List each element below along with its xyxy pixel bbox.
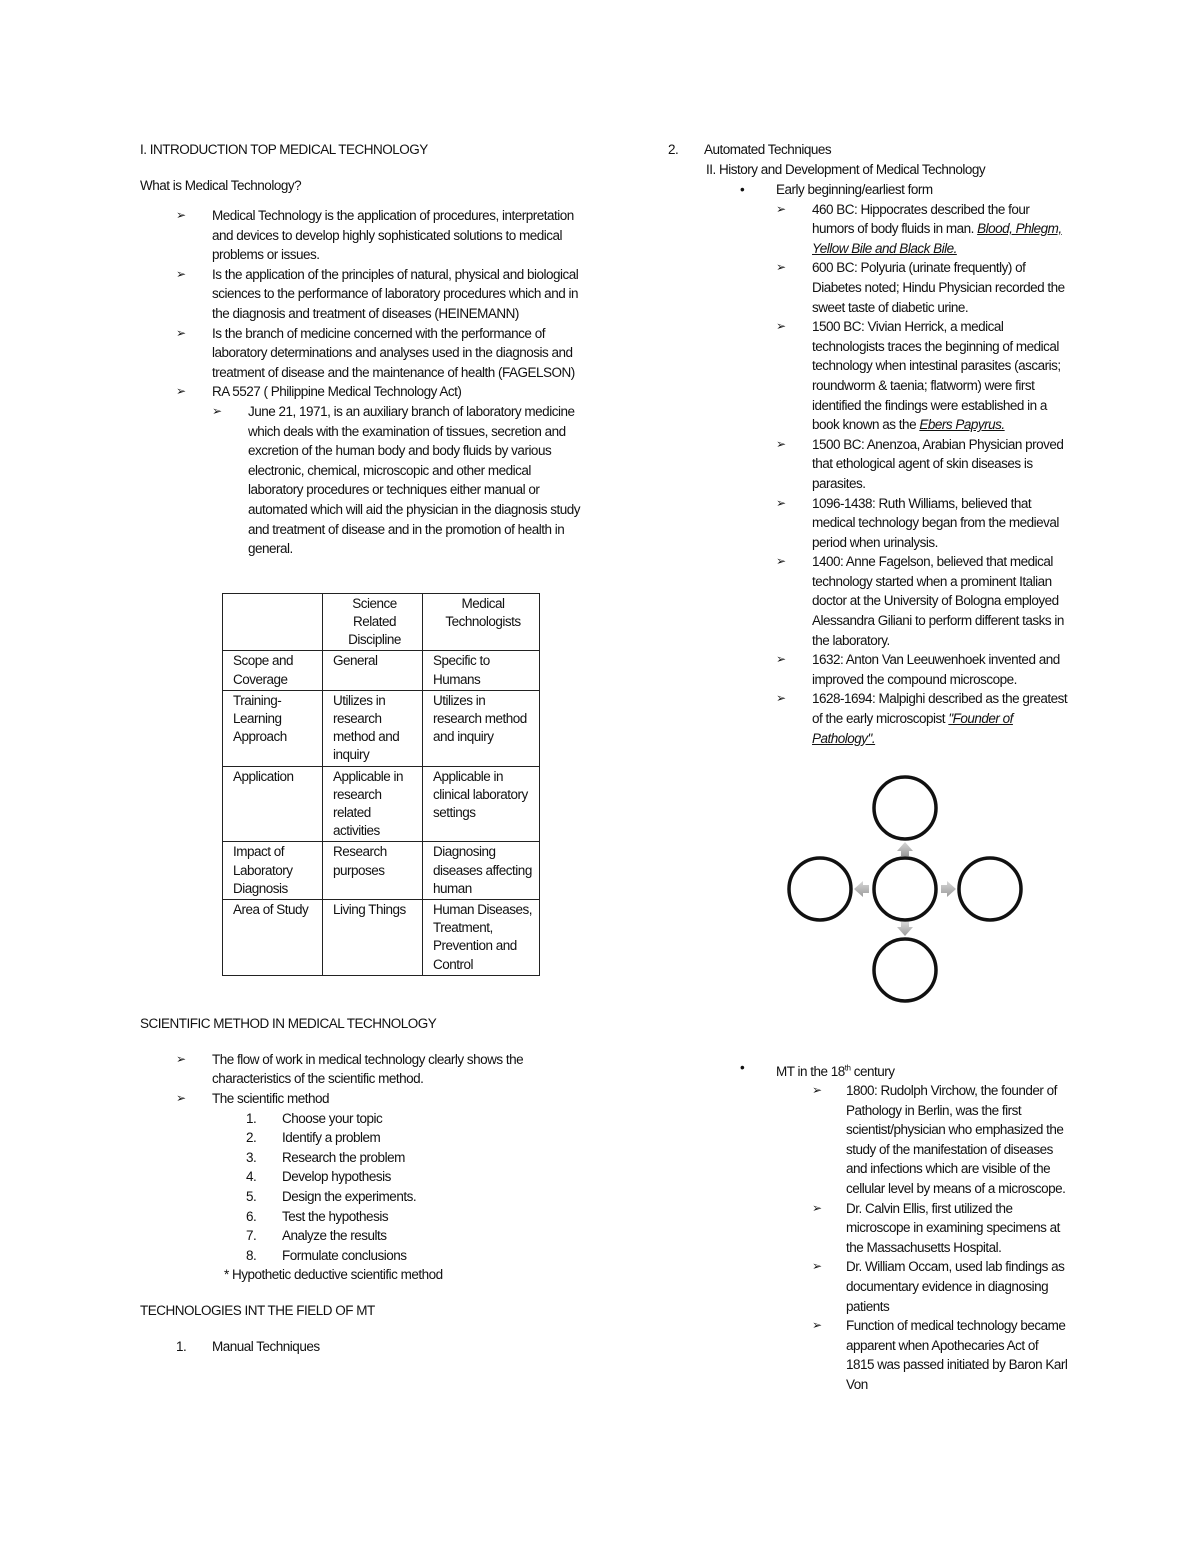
definition-item: ➢ Medical Technology is the application of procedures, interpretation and devices to develop highly sophisticated solutions to medical problems or issues. — [140, 206, 580, 265]
tech-heading: TECHNOLOGIES INT THE FIELD OF MT — [140, 1303, 375, 1319]
table-cell: Area of Study — [223, 899, 323, 975]
step-number: 6. — [246, 1208, 257, 1224]
century-event — [776, 1081, 1068, 1199]
century-list — [668, 1058, 1068, 1395]
history-event — [776, 689, 1068, 748]
sci-item-label: The scientific method — [212, 1090, 330, 1106]
step-number: 3. — [246, 1149, 257, 1165]
step-text: Analyze the results — [282, 1228, 387, 1244]
history-event: ➢ 1500 BC: Anenzoa, Arabian Physician proved that ethological agent of skin diseases is parasites. — [776, 435, 1068, 494]
step-item — [140, 1207, 580, 1227]
intro-heading: I. INTRODUCTION TOP MEDICAL TECHNOLOGY — [140, 142, 428, 157]
step-text: Formulate conclusions — [282, 1247, 407, 1263]
history-event — [776, 317, 1068, 435]
step-item — [140, 1148, 580, 1168]
tech-auto-number: 2. — [668, 142, 679, 157]
history-event: ➢ 1400: Anne Fagelson, believed that medical technology started when a prominent Italian doctor at the University of Bologna employed Alessandra Giliani to perform different tasks in the laboratory. — [776, 552, 1068, 650]
step-item — [140, 1226, 580, 1246]
century-heading-sup: th — [844, 1063, 851, 1072]
table-cell: Living Things — [323, 899, 423, 975]
step-text: Design the experiments. — [282, 1188, 417, 1204]
table-cell: Medical Technologists — [423, 593, 540, 651]
event-emphasis: Ebers Papyrus. — [919, 417, 1005, 433]
table-cell: Research purposes — [323, 842, 423, 900]
ra-title: RA 5527 ( Philippine Medical Technology Act) — [212, 384, 462, 400]
century-event-text: Dr. Calvin Ellis, first utilized the microscope in examining specimens at the Massachusetts Hospital. — [846, 1200, 1060, 1255]
left-circle — [789, 858, 851, 920]
history-event: ➢ 1096-1438: Ruth Williams, believed that medical technology began from the medieval period when urinalysis. — [776, 494, 1068, 553]
early-label: Early beginning/earliest form — [776, 182, 933, 197]
event-text: 1500 BC: Vivian Herrick, a medical technologists traces the beginning of medical technology when intestinal parasites (ascaris; roundworm & taenia; flatworm) were first identified the findings were established in a book known as the — [812, 319, 1061, 433]
event-emphasis: "Founder of Pathology". — [812, 711, 1013, 746]
event-text: 460 BC: Hippocrates described the four humors of body fluids in man. — [812, 201, 1030, 237]
center-circle — [874, 858, 936, 920]
table-cell: General — [323, 651, 423, 690]
table-cell: Diagnosing diseases affecting human — [423, 842, 540, 900]
definition-item — [140, 382, 580, 558]
table-cell: Specific to Humans — [423, 651, 540, 690]
century-event-text: Dr. William Occam, used lab findings as documentary evidence in diagnosing patients — [846, 1259, 1065, 1314]
table-row — [223, 842, 540, 900]
table-cell — [223, 593, 323, 651]
step-item — [140, 1187, 580, 1207]
sci-item: ➢ The flow of work in medical technology clearly shows the characteristics of the scientific method. — [140, 1050, 580, 1089]
arrow-up-icon — [897, 842, 913, 856]
table-cell: Training-Learning Approach — [223, 690, 323, 766]
step-item — [140, 1109, 580, 1129]
cycle-diagram — [780, 772, 1030, 1004]
definition-item: ➢ Is the branch of medicine concerned with the performance of laboratory determinations and analyses used in the diagnosis and treatment of disease and the maintenance of health (FAGELSON) — [140, 324, 580, 383]
table-cell: Utilizes in research method and inquiry — [323, 690, 423, 766]
history-event — [776, 200, 1068, 259]
century-sublist — [776, 1081, 1068, 1395]
table-cell: Applicable in research related activities — [323, 766, 423, 842]
ra-detail: ➢ June 21, 1971, is an auxiliary branch of laboratory medicine which deals with the examination of tissues, secretion and excretion of the human body and body fluids by various electronic, chemical, microscopic and other medical laboratory procedures or techniques either manual or automated which will aid the physician in the diagnosis study and treatment of disease and in the promotion of health in general. — [212, 402, 580, 559]
century-event — [776, 1316, 1068, 1394]
table-cell: Impact of Laboratory Diagnosis — [223, 842, 323, 900]
history-item — [668, 180, 1068, 748]
early-sublist — [776, 200, 1068, 749]
century-heading-suffix: century — [850, 1063, 895, 1079]
tech-manual-number: 1. — [176, 1339, 187, 1355]
century-event — [776, 1257, 1068, 1316]
table-cell: Scope and Coverage — [223, 651, 323, 690]
tech-manual — [140, 1337, 580, 1357]
bottom-circle — [874, 939, 936, 1001]
step-item — [140, 1167, 580, 1187]
sci-heading: SCIENTIFIC METHOD IN MEDICAL TECHNOLOGY — [140, 1015, 437, 1031]
top-circle — [874, 777, 936, 839]
step-item — [140, 1128, 580, 1148]
definition-item: ➢ Is the application of the principles of natural, physical and biological sciences to the performance of laboratory procedures which and in the diagnosis and treatment of diseases (HEINEMANN) — [140, 265, 580, 324]
sci-note: * Hypothetic deductive scientific method — [224, 1267, 443, 1283]
century-item — [668, 1058, 1068, 1395]
table-row — [223, 899, 540, 975]
table-row — [223, 690, 540, 766]
history-event: ➢ 1632: Anton Van Leeuwenhoek invented and improved the compound microscope. — [776, 650, 1068, 689]
century-event — [776, 1199, 1068, 1258]
left-column — [140, 140, 580, 1357]
century-event-text: 1800: Rudolph Virchow, the founder of Pathology in Berlin, was the first scientist/physician who emphasized the study of the manifestation of diseases and infections which are visible of the cellular level by means of a microscope. — [846, 1083, 1066, 1197]
table-cell: Utilizes in research method and inquiry — [423, 690, 540, 766]
history-event: ➢ 600 BC: Polyuria (urinate frequently) of Diabetes noted; Hindu Physician recorded the sweet taste of diabetic urine. — [776, 258, 1068, 317]
arrow-right-icon — [941, 881, 956, 897]
step-text: Test the hypothesis — [282, 1208, 389, 1224]
step-number: 5. — [246, 1188, 257, 1204]
event-emphasis: Blood, Phlegm, Yellow Bile and Black Bile. — [812, 221, 1062, 256]
steps-list — [140, 1109, 580, 1266]
sci-item — [140, 1089, 580, 1109]
century-heading-text: MT in the 18 — [776, 1063, 845, 1079]
arrow-left-icon — [854, 881, 869, 897]
step-number: 4. — [246, 1169, 257, 1185]
step-text: Develop hypothesis — [282, 1169, 391, 1185]
right-column — [668, 140, 1068, 748]
history-heading: II. History and Development of Medical Technology — [706, 162, 986, 177]
step-number: 1. — [246, 1110, 257, 1126]
definition-list — [140, 206, 580, 559]
step-text: Research the problem — [282, 1149, 405, 1165]
table-row — [223, 651, 540, 690]
arrow-down-icon — [897, 922, 913, 936]
intro-question: What is Medical Technology? — [140, 178, 302, 193]
table-header-row — [223, 593, 540, 651]
step-number: 8. — [246, 1247, 257, 1263]
right-circle — [959, 858, 1021, 920]
step-text: Choose your topic — [282, 1110, 383, 1126]
table-cell: Applicable in clinical laboratory settings — [423, 766, 540, 842]
sci-list — [140, 1050, 580, 1109]
tech-auto — [668, 140, 1068, 160]
right-column-lower — [668, 1058, 1068, 1395]
event-text: 1628-1694: Malpighi described as the greatest of the early microscopist — [812, 691, 1068, 727]
table-cell: Science Related Discipline — [323, 593, 423, 651]
ra-sublist — [212, 402, 580, 559]
century-heading — [776, 1064, 895, 1079]
table-cell: Application — [223, 766, 323, 842]
table-row — [223, 766, 540, 842]
step-number: 2. — [246, 1130, 257, 1146]
step-number: 7. — [246, 1228, 257, 1244]
step-text: Identify a problem — [282, 1130, 381, 1146]
century-event-text: Function of medical technology became apparent when Apothecaries Act of 1815 was passed initiated by Baron Karl Von — [846, 1318, 1068, 1392]
step-item — [140, 1246, 580, 1266]
tech-manual-label: Manual Techniques — [212, 1339, 320, 1355]
table-cell: Human Diseases, Treatment, Prevention and Control — [423, 899, 540, 975]
comparison-table — [222, 593, 540, 976]
history-list — [668, 180, 1068, 748]
tech-auto-label: Automated Techniques — [704, 142, 832, 157]
